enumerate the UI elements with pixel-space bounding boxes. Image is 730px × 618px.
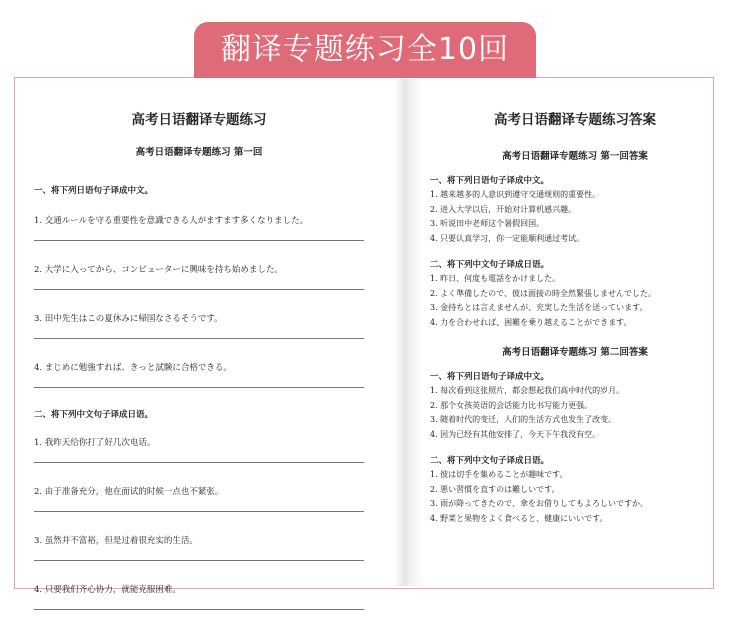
answer-line[interactable] (34, 609, 364, 610)
question-1-4: 4. まじめに勉強すれば、きっと試験に合格できる。 (34, 363, 232, 373)
question-2-1: 1. 我昨天给你打了好几次电话。 (34, 438, 156, 448)
list-item: 2. 进入大学以后，开始对计算机感兴趣。 (430, 204, 577, 214)
list-item: 3. 金持ちとは言えませんが、充実した生活を送っています。 (430, 303, 648, 312)
r2-section1-heading: 一、将下列日语句子译成中文。 (430, 372, 550, 382)
banner-title: 翻译专题练习全10回 (194, 22, 536, 78)
question-1-1: 1. 交通ルールを守る重要性を意識できる人がますます多くなりました。 (34, 216, 309, 226)
answer-line[interactable] (34, 560, 364, 561)
list-item: 1. 昨日、何度も電話をかけました。 (430, 274, 561, 283)
list-item: 2. 悪い習慣を直すのは難しいです。 (430, 484, 560, 494)
answer-line[interactable] (34, 387, 364, 388)
r1-section1-heading: 一、将下列日语句子译成中文。 (430, 176, 550, 186)
answer-subtitle-1: 高考日语翻译专题练习 第一回答案 (502, 151, 648, 162)
exercise-subtitle: 高考日语翻译专题练习 第一回 (135, 147, 263, 158)
r1-section2-heading: 二、将下列中文句子译成日语。 (430, 260, 550, 270)
list-item: 3. 随着时代的变迁，人们的生活方式也发生了改变。 (430, 415, 617, 424)
list-item: 2. よく準備したので、彼は面接の時全然緊張しませんでした。 (430, 288, 657, 298)
exercise-page (34, 100, 364, 610)
r2-section1-list (430, 384, 720, 442)
question-1-3: 3. 田中先生はこの夏休みに帰国なさるそうです。 (34, 314, 223, 324)
question-2-3: 3. 虽然并不富裕，但是过着很充实的生活。 (34, 536, 198, 546)
answer-subtitle-2: 高考日语翻译专题练习 第二回答案 (502, 347, 648, 358)
answer-line[interactable] (34, 462, 364, 463)
exercise-title: 高考日语翻译专题练习 (131, 112, 267, 128)
answer-line[interactable] (34, 511, 364, 512)
answer-page (430, 100, 720, 526)
question-2-2: 2. 由于准备充分，他在面试的时候一点也不紧张。 (34, 487, 224, 497)
question-1-2: 2. 大学に入ってから、コンピューターに興味を持ち始めました。 (34, 265, 283, 275)
list-item: 3. 雨が降ってきたので、傘をお借りしてもよろしいですか。 (430, 499, 649, 508)
list-item: 3. 听说田中老师这个暑假回国。 (430, 219, 545, 228)
list-item: 4. 野菜と果物をよく食べると、健康にいいです。 (430, 513, 608, 523)
list-item: 1. 越来越多的人意识到遵守交通规则的重要性。 (430, 190, 601, 199)
r1-section2-list (430, 272, 720, 330)
list-item: 4. 只要认真学习，你一定能顺利通过考试。 (430, 233, 585, 243)
r2-section2-heading: 二、将下列中文句子译成日语。 (430, 456, 550, 466)
section1-heading: 一、将下列日语句子译成中文。 (34, 186, 154, 196)
list-item: 1. 每次看到这张照片，都会想起我们高中时代的岁月。 (430, 386, 625, 395)
answer-line[interactable] (34, 338, 364, 339)
answer-line[interactable] (34, 289, 364, 290)
answer-title: 高考日语翻译专题练习答案 (494, 112, 656, 128)
r2-section2-list (430, 468, 720, 526)
r1-section1-list (430, 188, 720, 246)
answer-line[interactable] (34, 240, 364, 241)
list-item: 2. 那个女孩英语的会话能力比书写能力更强。 (430, 400, 593, 410)
section2-heading: 二、将下列中文句子译成日语。 (34, 410, 154, 420)
list-item: 4. 力を合わせれば、困難を乗り越えることができます。 (430, 317, 632, 327)
list-item: 4. 因为已经有其他安排了，今天下午我没有空。 (430, 429, 601, 439)
question-2-4: 4. 只要我们齐心协力，就能克服困难。 (34, 585, 181, 595)
list-item: 1. 彼は切手を集めることが趣味です。 (430, 470, 568, 479)
